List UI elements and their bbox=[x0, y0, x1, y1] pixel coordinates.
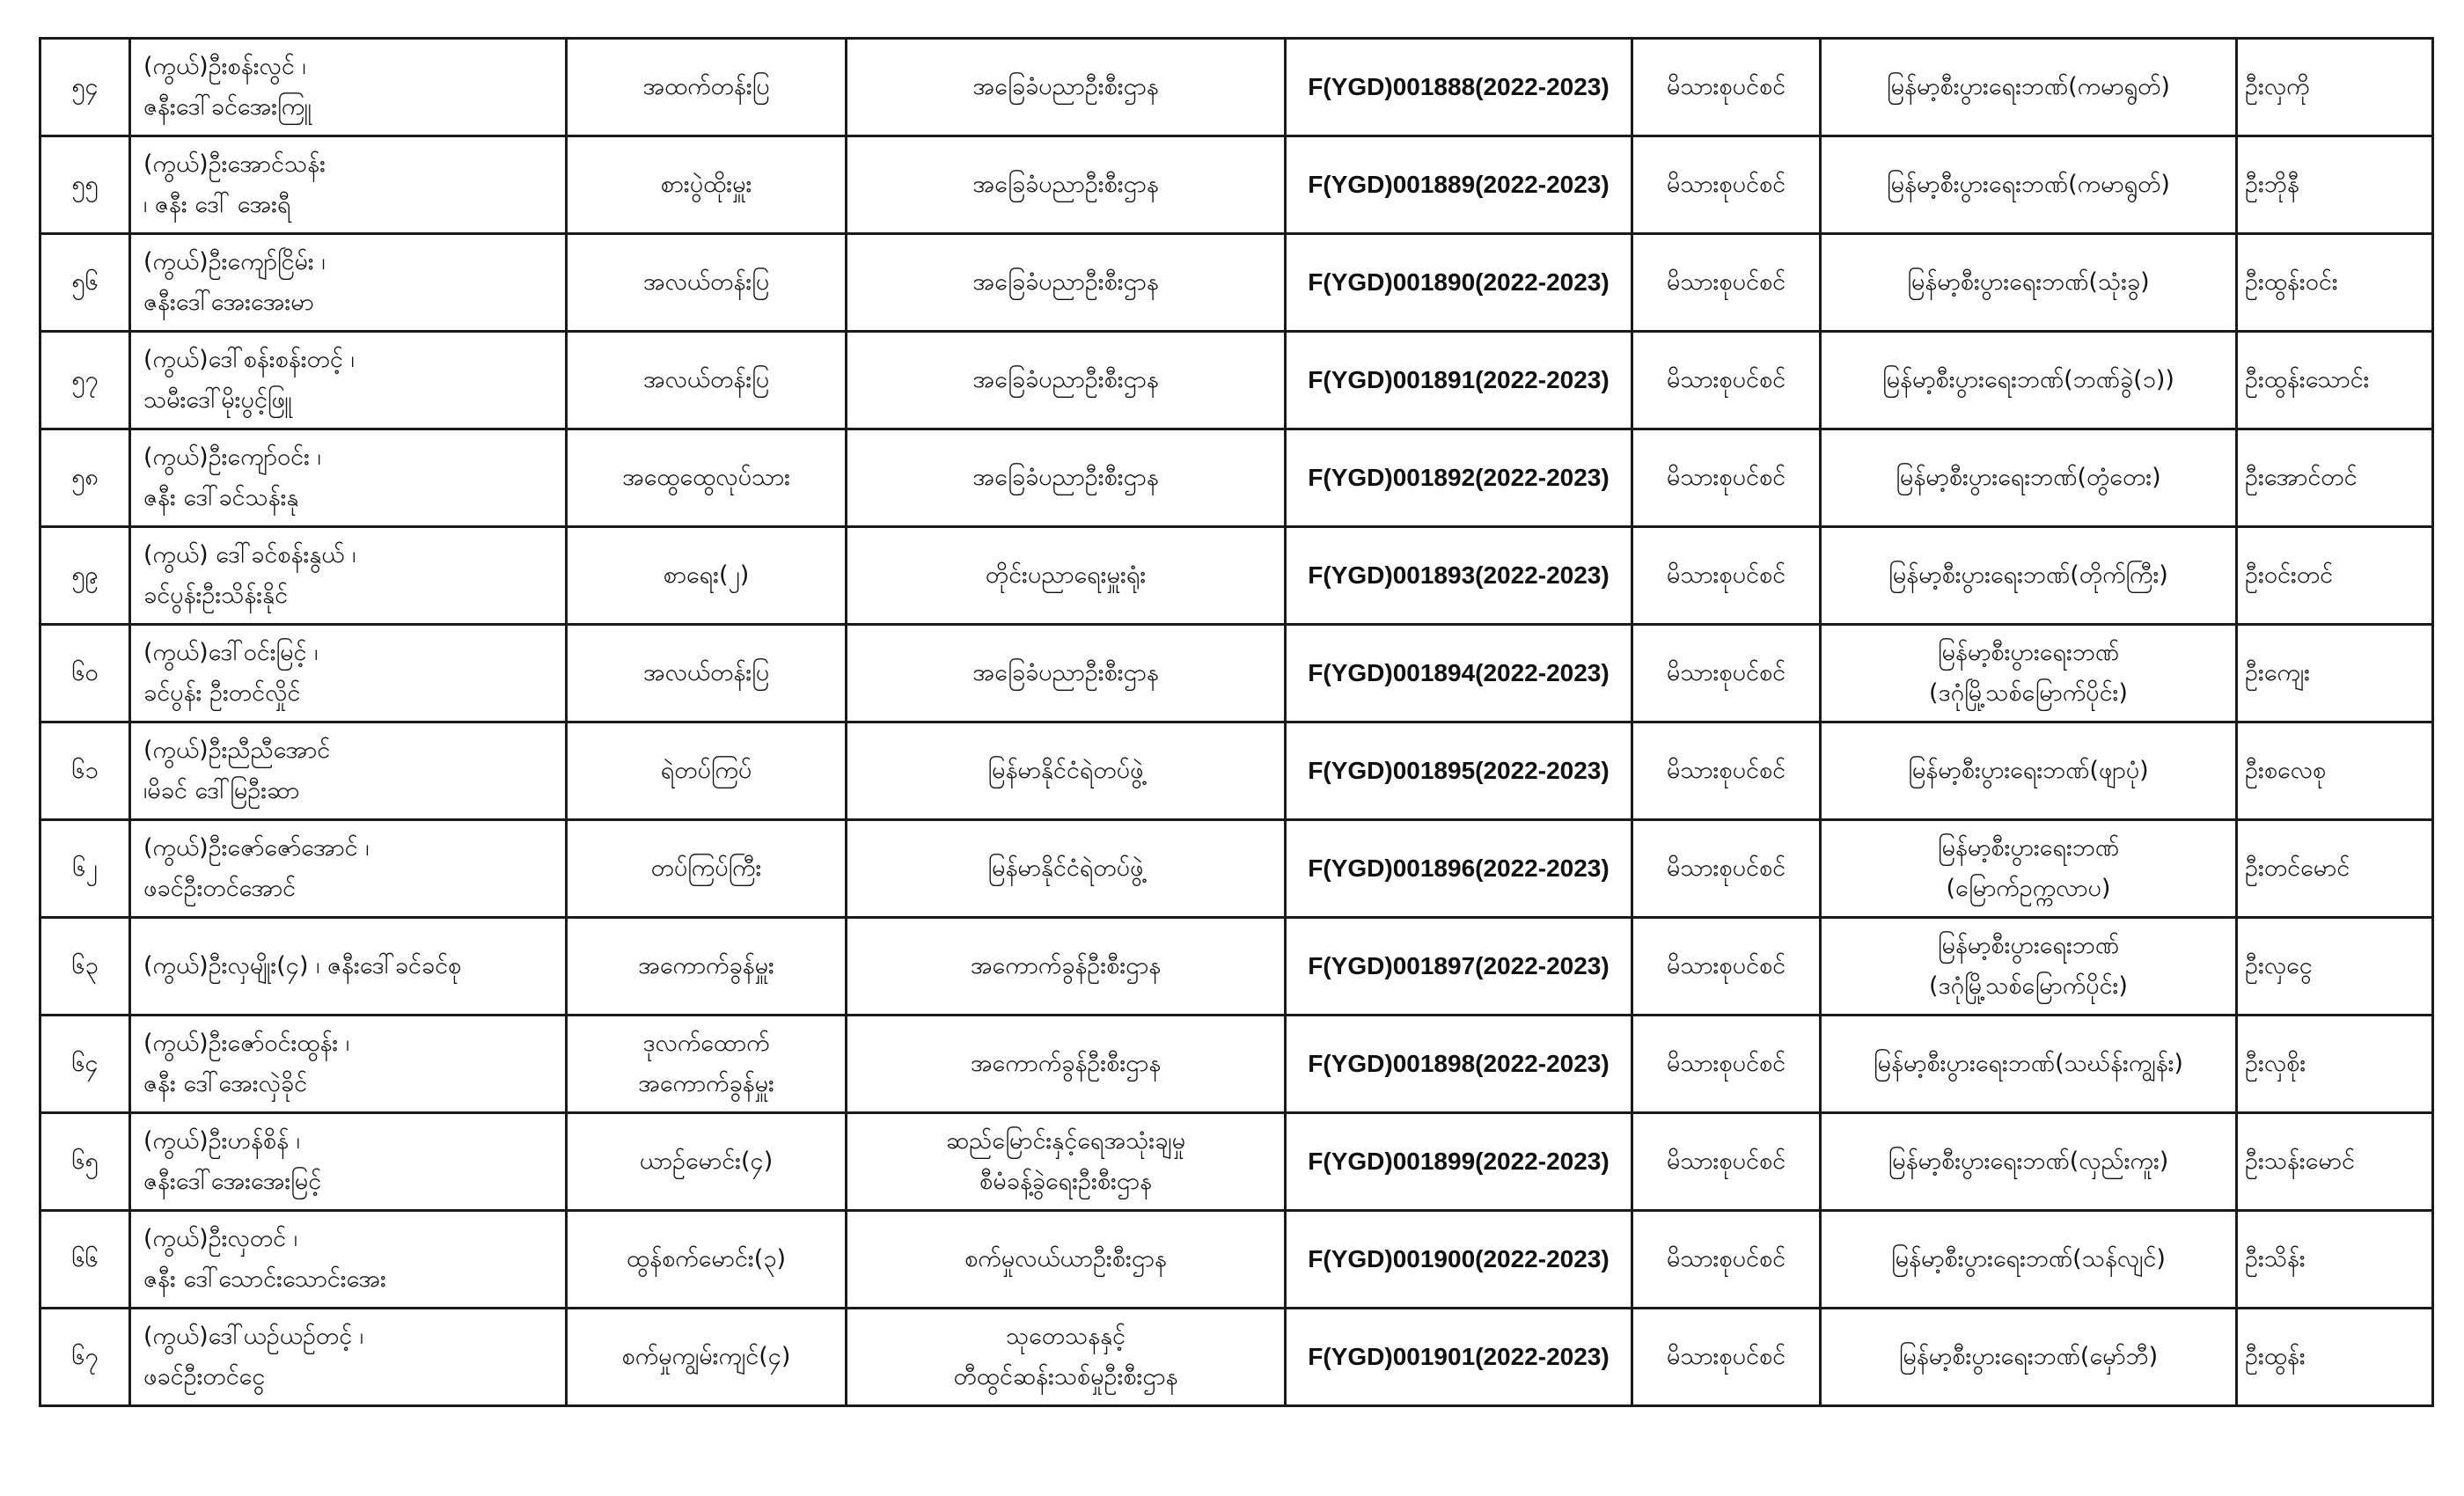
deceased-and-heir-name-line: ဇနီးဒေါ်အေးအေးမြင့် bbox=[143, 1168, 322, 1195]
payment-bank-cell bbox=[1821, 1211, 2237, 1309]
deceased-and-heir-name-line: (ကွယ်)ဦးလှတင် ၊ bbox=[143, 1225, 297, 1252]
deceased-and-heir-name-line: ဇနီး ဒေါ်အေးလှဲခိုင် bbox=[143, 1070, 308, 1097]
payment-bank-line: မြန်မာ့စီးပွားရေးဘဏ်(ဖျာပုံ) bbox=[1908, 757, 2149, 784]
payment-bank-line: မြန်မာ့စီးပွားရေးဘဏ် bbox=[1937, 639, 2120, 666]
deceased-and-heir-name-line: (ကွယ်) ဒေါ်ခင်စန်းနွယ် ၊ bbox=[143, 541, 356, 568]
pension-list-document bbox=[39, 37, 2431, 1407]
department-cell bbox=[847, 625, 1286, 722]
pension-code-cell: F(YGD)001893(2022-2023) bbox=[1286, 527, 1632, 625]
pension-code-cell: F(YGD)001896(2022-2023) bbox=[1286, 820, 1632, 918]
payment-bank-cell bbox=[1821, 527, 2237, 625]
payment-bank-line: မြန်မာ့စီးပွားရေးဘဏ်(သဃ်န်းကျွန်း) bbox=[1874, 1050, 2183, 1077]
rank-line: စာရေး(၂) bbox=[663, 561, 750, 589]
approver-name-cell: ဦးထွန်းဝင်း bbox=[2237, 234, 2433, 332]
deceased-and-heir-name-line: ဇနီး ဒေါ်သောင်းသောင်းအေး bbox=[143, 1265, 386, 1293]
row-number-cell: ၅၄ bbox=[40, 39, 130, 136]
approver-name-cell: ဦးထွန်း bbox=[2237, 1309, 2433, 1406]
rank-cell bbox=[567, 234, 847, 332]
department-line: စက်မှုလယ်ယာဦးစီးဌာန bbox=[964, 1245, 1167, 1272]
pension-type-cell: မိသားစုပင်စင် bbox=[1632, 918, 1821, 1016]
pension-code-cell: F(YGD)001900(2022-2023) bbox=[1286, 1211, 1632, 1309]
pension-type-cell: မိသားစုပင်စင် bbox=[1632, 39, 1821, 136]
department-line: အကောက်ခွန်ဦးစီးဌာန bbox=[970, 952, 1162, 979]
table-row bbox=[40, 429, 2433, 527]
department-cell bbox=[847, 1211, 1286, 1309]
payment-bank-cell bbox=[1821, 1113, 2237, 1211]
deceased-and-heir-name-cell bbox=[130, 1016, 567, 1113]
deceased-and-heir-name-line: (ကွယ်)ဦးစန်းလွင် ၊ bbox=[143, 53, 306, 80]
payment-bank-line: မြန်မာ့စီးပွားရေးဘဏ် bbox=[1937, 834, 2120, 862]
rank-cell bbox=[567, 527, 847, 625]
approver-name-cell: ဦးလှကို bbox=[2237, 39, 2433, 136]
row-number-cell: ၆၄ bbox=[40, 1016, 130, 1113]
pension-type-cell: မိသားစုပင်စင် bbox=[1632, 1016, 1821, 1113]
rank-line: အလယ်တန်းပြ bbox=[642, 268, 770, 296]
rank-line: အလယ်တန်းပြ bbox=[642, 366, 770, 393]
deceased-and-heir-name-line: (ကွယ်)ဦးလှမျိုး(၄) ၊ ဇနီးဒေါ်ခင်ခင်စု bbox=[143, 952, 462, 979]
row-number-cell: ၆၇ bbox=[40, 1309, 130, 1406]
pension-code-cell: F(YGD)001897(2022-2023) bbox=[1286, 918, 1632, 1016]
rank-line: အကောက်ခွန်မှူး bbox=[638, 1070, 774, 1097]
table-row bbox=[40, 820, 2433, 918]
pension-code-cell: F(YGD)001899(2022-2023) bbox=[1286, 1113, 1632, 1211]
table-row bbox=[40, 39, 2433, 136]
deceased-and-heir-name-line: (ကွယ်)ဦးကျော်ဝင်း ၊ bbox=[143, 444, 321, 471]
payment-bank-cell bbox=[1821, 722, 2237, 820]
department-line: တိုင်းပညာရေးမှူးရုံး bbox=[985, 561, 1147, 589]
deceased-and-heir-name-line: (ကွယ်)ဦးညီညီအောင် bbox=[143, 737, 331, 764]
pension-table-body bbox=[40, 39, 2433, 1406]
approver-name-cell: ဦးဘိုနီ bbox=[2237, 136, 2433, 234]
deceased-and-heir-name-cell bbox=[130, 39, 567, 136]
payment-bank-line: မြန်မာ့စီးပွားရေးဘဏ်(ဘဏ်ခွဲ(၁)) bbox=[1882, 366, 2174, 393]
payment-bank-cell bbox=[1821, 1309, 2237, 1406]
rank-line: ဒုလက်ထောက် bbox=[642, 1030, 770, 1057]
deceased-and-heir-name-line: ခင်ပွန်းဦးသိန်းနိုင် bbox=[143, 582, 289, 609]
pension-code-cell: F(YGD)001890(2022-2023) bbox=[1286, 234, 1632, 332]
rank-line: ရဲတပ်ကြပ် bbox=[660, 757, 752, 784]
rank-line: ယာဉ်မောင်း(၄) bbox=[639, 1148, 774, 1175]
table-row bbox=[40, 1016, 2433, 1113]
payment-bank-cell bbox=[1821, 625, 2237, 722]
table-row bbox=[40, 722, 2433, 820]
deceased-and-heir-name-line: ၊မိခင် ဒေါ်မြဦးဆာ bbox=[143, 777, 300, 804]
pension-code-cell: F(YGD)001892(2022-2023) bbox=[1286, 429, 1632, 527]
rank-line: တပ်ကြပ်ကြီး bbox=[650, 854, 762, 882]
deceased-and-heir-name-line: သမီးဒေါ်မိုးပွင့်ဖြူ bbox=[143, 386, 292, 414]
deceased-and-heir-name-cell bbox=[130, 332, 567, 429]
row-number-cell: ၆၃ bbox=[40, 918, 130, 1016]
pension-type-cell: မိသားစုပင်စင် bbox=[1632, 625, 1821, 722]
rank-line: ထွန်စက်မောင်း(၃) bbox=[627, 1245, 786, 1272]
payment-bank-line: မြန်မာ့စီးပွားရေးဘဏ်(သန်လျင်) bbox=[1891, 1245, 2166, 1272]
payment-bank-cell bbox=[1821, 234, 2237, 332]
deceased-and-heir-name-line: ဇနီးဒေါ်ခင်အေးကြူ bbox=[143, 93, 312, 121]
rank-cell bbox=[567, 918, 847, 1016]
table-row bbox=[40, 136, 2433, 234]
approver-name-cell: ဦးစလေစု bbox=[2237, 722, 2433, 820]
department-line: အခြေခံပညာဦးစီးဌာန bbox=[972, 268, 1159, 296]
rank-cell bbox=[567, 332, 847, 429]
department-line: မြန်မာနိုင်ငံရဲတပ်ဖွဲ့ bbox=[987, 757, 1144, 784]
pension-type-cell: မိသားစုပင်စင် bbox=[1632, 1309, 1821, 1406]
payment-bank-cell bbox=[1821, 820, 2237, 918]
rank-cell bbox=[567, 136, 847, 234]
table-row bbox=[40, 1309, 2433, 1406]
pension-type-cell: မိသားစုပင်စင် bbox=[1632, 136, 1821, 234]
deceased-and-heir-name-cell bbox=[130, 1211, 567, 1309]
department-line: မြန်မာနိုင်ငံရဲတပ်ဖွဲ့ bbox=[987, 854, 1144, 882]
pension-type-cell: မိသားစုပင်စင် bbox=[1632, 722, 1821, 820]
department-line: အခြေခံပညာဦးစီးဌာန bbox=[972, 464, 1159, 491]
department-line: သုတေသနနှင့် bbox=[1005, 1323, 1126, 1350]
deceased-and-heir-name-line: (ကွယ်)ဒေါ်ဝင်းမြင့် ၊ bbox=[143, 639, 319, 666]
row-number-cell: ၅၈ bbox=[40, 429, 130, 527]
approver-name-cell: ဦးလှငွေ bbox=[2237, 918, 2433, 1016]
row-number-cell: ၆၆ bbox=[40, 1211, 130, 1309]
rank-line: စားပွဲထိုးမှူး bbox=[660, 171, 752, 198]
department-cell bbox=[847, 1113, 1286, 1211]
deceased-and-heir-name-line: (ကွယ်)ဦးဇော်ဇော်အောင် ၊ bbox=[143, 834, 370, 862]
row-number-cell: ၆၂ bbox=[40, 820, 130, 918]
rank-line: အထက်တန်းပြ bbox=[642, 73, 770, 100]
deceased-and-heir-name-line: (ကွယ်)ဒေါ်စန်းစန်းတင့် ၊ bbox=[143, 346, 355, 373]
deceased-and-heir-name-line: ဇနီး ဒေါ်ခင်သန်းနု bbox=[143, 484, 299, 511]
rank-cell bbox=[567, 39, 847, 136]
table-row bbox=[40, 527, 2433, 625]
pension-code-cell: F(YGD)001891(2022-2023) bbox=[1286, 332, 1632, 429]
department-cell bbox=[847, 722, 1286, 820]
rank-cell bbox=[567, 722, 847, 820]
pension-table bbox=[39, 37, 2434, 1407]
table-row bbox=[40, 234, 2433, 332]
row-number-cell: ၆၀ bbox=[40, 625, 130, 722]
deceased-and-heir-name-line: (ကွယ်)ဦးဇော်ဝင်းထွန်း ၊ bbox=[143, 1030, 350, 1057]
row-number-cell: ၅၆ bbox=[40, 234, 130, 332]
approver-name-cell: ဦးလှစိုး bbox=[2237, 1016, 2433, 1113]
table-row bbox=[40, 625, 2433, 722]
department-line: အခြေခံပညာဦးစီးဌာန bbox=[972, 171, 1159, 198]
payment-bank-cell bbox=[1821, 918, 2237, 1016]
deceased-and-heir-name-cell bbox=[130, 527, 567, 625]
deceased-and-heir-name-cell bbox=[130, 625, 567, 722]
deceased-and-heir-name-line: ခင်ပွန်း ဦးတင်လှိုင် bbox=[143, 679, 301, 707]
approver-name-cell: ဦးသန်းမောင် bbox=[2237, 1113, 2433, 1211]
pension-code-cell: F(YGD)001895(2022-2023) bbox=[1286, 722, 1632, 820]
deceased-and-heir-name-line: ဖခင်ဦးတင်ငွေ bbox=[143, 1363, 266, 1390]
payment-bank-cell bbox=[1821, 429, 2237, 527]
rank-cell bbox=[567, 1211, 847, 1309]
pension-type-cell: မိသားစုပင်စင် bbox=[1632, 332, 1821, 429]
payment-bank-line: မြန်မာ့စီးပွားရေးဘဏ်(မှော်ဘီ) bbox=[1898, 1343, 2159, 1370]
table-row bbox=[40, 1211, 2433, 1309]
payment-bank-cell bbox=[1821, 1016, 2237, 1113]
department-cell bbox=[847, 429, 1286, 527]
payment-bank-line: မြန်မာ့စီးပွားရေးဘဏ်(ကမာရွတ်) bbox=[1887, 73, 2170, 100]
rank-cell bbox=[567, 1309, 847, 1406]
deceased-and-heir-name-line: (ကွယ်)ဦးကျော်ငြိမ်း ၊ bbox=[143, 248, 326, 275]
department-cell bbox=[847, 39, 1286, 136]
deceased-and-heir-name-line: ၊ ဇနီး ဒေါ် အေးရီ bbox=[143, 191, 291, 218]
department-line: စီမံခန့်ခွဲရေးဦးစီးဌာန bbox=[979, 1168, 1152, 1195]
rank-cell bbox=[567, 1113, 847, 1211]
rank-line: စက်မှုကျွမ်းကျင်(၄) bbox=[621, 1343, 791, 1370]
deceased-and-heir-name-line: (ကွယ်)ဦးဟန်စိန် ၊ bbox=[143, 1127, 300, 1155]
pension-type-cell: မိသားစုပင်စင် bbox=[1632, 1211, 1821, 1309]
rank-cell bbox=[567, 820, 847, 918]
approver-name-cell: ဦးထွန်းသောင်း bbox=[2237, 332, 2433, 429]
approver-name-cell: ဦးကျေး bbox=[2237, 625, 2433, 722]
rank-cell bbox=[567, 429, 847, 527]
payment-bank-line: (ဒဂုံမြို့သစ်မြောက်ပိုင်း) bbox=[1929, 679, 2128, 707]
deceased-and-heir-name-cell bbox=[130, 429, 567, 527]
pension-type-cell: မိသားစုပင်စင် bbox=[1632, 234, 1821, 332]
department-cell bbox=[847, 234, 1286, 332]
table-row bbox=[40, 918, 2433, 1016]
deceased-and-heir-name-line: (ကွယ်)ဒေါ်ယဉ်ယဉ်တင့် ၊ bbox=[143, 1323, 364, 1350]
payment-bank-line: (ဒဂုံမြို့သစ်မြောက်ပိုင်း) bbox=[1929, 972, 2128, 1000]
department-line: အခြေခံပညာဦးစီးဌာန bbox=[972, 659, 1159, 686]
pension-type-cell: မိသားစုပင်စင် bbox=[1632, 527, 1821, 625]
department-cell bbox=[847, 527, 1286, 625]
row-number-cell: ၅၇ bbox=[40, 332, 130, 429]
department-cell bbox=[847, 1016, 1286, 1113]
rank-line: အလယ်တန်းပြ bbox=[642, 659, 770, 686]
pension-code-cell: F(YGD)001898(2022-2023) bbox=[1286, 1016, 1632, 1113]
department-line: ဆည်မြောင်းနှင့်ရေအသုံးချမှု bbox=[945, 1127, 1185, 1155]
deceased-and-heir-name-cell bbox=[130, 918, 567, 1016]
deceased-and-heir-name-line: ဖခင်ဦးတင်အောင် bbox=[143, 875, 297, 902]
pension-code-cell: F(YGD)001889(2022-2023) bbox=[1286, 136, 1632, 234]
deceased-and-heir-name-cell bbox=[130, 234, 567, 332]
deceased-and-heir-name-cell bbox=[130, 722, 567, 820]
pension-code-cell: F(YGD)001894(2022-2023) bbox=[1286, 625, 1632, 722]
approver-name-cell: ဦးသိန်း bbox=[2237, 1211, 2433, 1309]
department-cell bbox=[847, 332, 1286, 429]
payment-bank-line: မြန်မာ့စီးပွားရေးဘဏ် bbox=[1937, 932, 2120, 959]
department-cell bbox=[847, 820, 1286, 918]
payment-bank-line: (မြောက်ဥက္ကလာပ) bbox=[1946, 875, 2111, 902]
pension-code-cell: F(YGD)001888(2022-2023) bbox=[1286, 39, 1632, 136]
rank-line: အကောက်ခွန်မှူး bbox=[638, 952, 774, 979]
row-number-cell: ၅၉ bbox=[40, 527, 130, 625]
pension-code-cell: F(YGD)001901(2022-2023) bbox=[1286, 1309, 1632, 1406]
rank-line: အထွေထွေလုပ်သား bbox=[621, 464, 791, 491]
pension-type-cell: မိသားစုပင်စင် bbox=[1632, 429, 1821, 527]
approver-name-cell: ဦးဝင်းတင် bbox=[2237, 527, 2433, 625]
payment-bank-line: မြန်မာ့စီးပွားရေးဘဏ်(လှည်းကူး) bbox=[1888, 1148, 2169, 1175]
payment-bank-line: မြန်မာ့စီးပွားရေးဘဏ်(ကမာရွတ်) bbox=[1887, 171, 2170, 198]
payment-bank-cell bbox=[1821, 39, 2237, 136]
pension-type-cell: မိသားစုပင်စင် bbox=[1632, 820, 1821, 918]
deceased-and-heir-name-line: ဇနီးဒေါ်အေးအေးမာ bbox=[143, 289, 314, 316]
deceased-and-heir-name-cell bbox=[130, 1113, 567, 1211]
department-line: အကောက်ခွန်ဦးစီးဌာန bbox=[970, 1050, 1162, 1077]
deceased-and-heir-name-cell bbox=[130, 1309, 567, 1406]
deceased-and-heir-name-line: (ကွယ်)ဦးအောင်သန်း bbox=[143, 150, 326, 178]
table-row bbox=[40, 1113, 2433, 1211]
deceased-and-heir-name-cell bbox=[130, 136, 567, 234]
payment-bank-line: မြန်မာ့စီးပွားရေးဘဏ်(သုံးခွ) bbox=[1907, 268, 2150, 296]
payment-bank-cell bbox=[1821, 332, 2237, 429]
table-row bbox=[40, 332, 2433, 429]
row-number-cell: ၆၅ bbox=[40, 1113, 130, 1211]
approver-name-cell: ဦးအောင်တင် bbox=[2237, 429, 2433, 527]
rank-cell bbox=[567, 1016, 847, 1113]
department-line: တီထွင်ဆန်းသစ်မှုဦးစီးဌာန bbox=[953, 1363, 1178, 1390]
payment-bank-line: မြန်မာ့စီးပွားရေးဘဏ်(တွံတေး) bbox=[1896, 464, 2161, 491]
department-line: အခြေခံပညာဦးစီးဌာန bbox=[972, 73, 1159, 100]
approver-name-cell: ဦးတင်မောင် bbox=[2237, 820, 2433, 918]
payment-bank-line: မြန်မာ့စီးပွားရေးဘဏ်(တိုက်ကြီး) bbox=[1888, 561, 2168, 589]
deceased-and-heir-name-cell bbox=[130, 820, 567, 918]
row-number-cell: ၅၅ bbox=[40, 136, 130, 234]
department-cell bbox=[847, 918, 1286, 1016]
department-cell bbox=[847, 136, 1286, 234]
department-cell bbox=[847, 1309, 1286, 1406]
rank-cell bbox=[567, 625, 847, 722]
department-line: အခြေခံပညာဦးစီးဌာန bbox=[972, 366, 1159, 393]
pension-type-cell: မိသားစုပင်စင် bbox=[1632, 1113, 1821, 1211]
row-number-cell: ၆၁ bbox=[40, 722, 130, 820]
payment-bank-cell bbox=[1821, 136, 2237, 234]
